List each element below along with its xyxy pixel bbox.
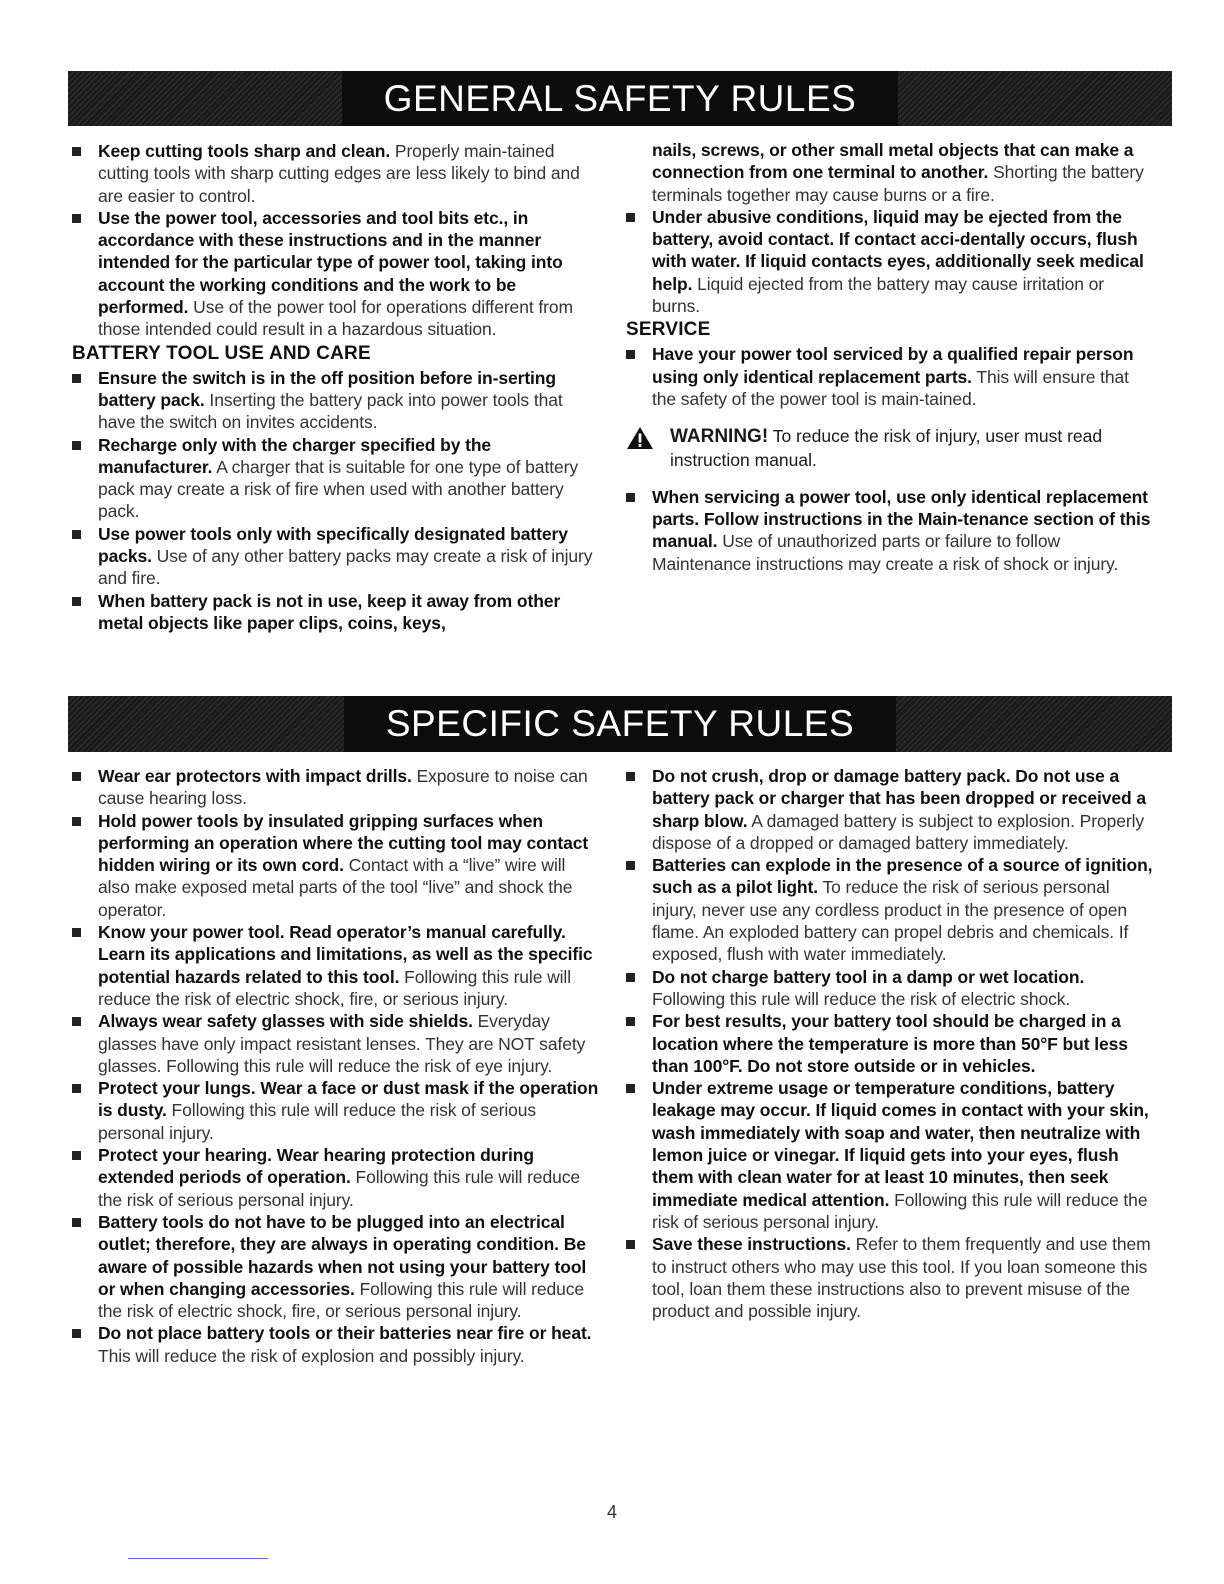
list-item: Under abusive conditions, liquid may be ejected from the battery, avoid contact. If contact acci-dentally occurs, flush with water. If liquid contacts eyes, additionally seek medical help. Liquid ejected from the battery may cause irritation or burns. bbox=[626, 206, 1156, 317]
list-item: Recharge only with the charger specified by the manufacturer. A charger that is suitable for one type of battery pack may create a risk of fire when used with another battery pack. bbox=[72, 434, 600, 523]
list-item: For best results, your battery tool should be charged in a location where the temperature is more than 50°F but less than 100°F. Do not store outside or in vehicles. bbox=[626, 1010, 1156, 1077]
list-item: Hold power tools by insulated gripping surfaces when performing an operation where the cutting tool may contact hidden wiring or its own cord. Contact with a “live” wire will also make exposed metal parts of the tool “live” and shock the operator. bbox=[72, 810, 600, 921]
list-item: Always wear safety glasses with side shields. Everyday glasses have only impact resistant lenses. They are NOT safety glasses. Following this rule will reduce the risk of eye injury. bbox=[72, 1010, 600, 1077]
general-right-column bbox=[626, 139, 1156, 575]
list-item-continued: nails, screws, or other small metal objects that can make a connection from one terminal to another. Shorting the battery terminals together may cause burns or a fire. bbox=[652, 140, 1144, 205]
list-item: Ensure the switch is in the off position before in-serting battery pack. Inserting the battery pack into power tools that have the switch on invites accidents. bbox=[72, 367, 600, 434]
page-number: 4 bbox=[606, 1502, 617, 1522]
banner-pill bbox=[344, 696, 896, 752]
list-item: Under extreme usage or temperature conditions, battery leakage may occur. If liquid comes in contact with your skin, wash immediately with soap and water, then neutralize with lemon juice or vinegar. If liquid gets into your eyes, flush them with clean water for at least 10 minutes, then seek immediate medical attention. Following this rule will reduce the risk of serious personal injury. bbox=[626, 1077, 1156, 1233]
list-item: Keep cutting tools sharp and clean. Properly main-tained cutting tools with sharp cutting edges are less likely to bind and are easier to control. bbox=[72, 140, 600, 207]
list-item: Use power tools only with specifically designated battery packs. Use of any other battery packs may create a risk of injury and fire. bbox=[72, 523, 600, 590]
list-item: Battery tools do not have to be plugged into an electrical outlet; therefore, they are always in operating condition. Be aware of possible hazards when not using your battery tool or when changing accessories. Following this rule will reduce the risk of electric shock, fire, or serious personal injury. bbox=[72, 1211, 600, 1322]
list-item: Wear ear protectors with impact drills. Exposure to noise can cause hearing loss. bbox=[72, 765, 600, 810]
list-item: Protect your lungs. Wear a face or dust mask if the operation is dusty. Following this rule will reduce the risk of serious personal injury. bbox=[72, 1077, 600, 1144]
list-item: Save these instructions. Refer to them frequently and use them to instruct others who may use this tool. If you loan someone this tool, loan them these instructions also to prevent misuse of the product and possible injury. bbox=[626, 1233, 1156, 1322]
footer-rule bbox=[128, 1558, 268, 1559]
battery-section-heading: BATTERY TOOL USE AND CARE bbox=[72, 342, 371, 364]
warning-text: WARNING! To reduce the risk of injury, user must read instruction manual. bbox=[670, 426, 1103, 470]
service-section-heading: SERVICE bbox=[626, 319, 711, 341]
list-item: When servicing a power tool, use only identical replacement parts. Follow instructions in the Main-tenance section of this manual. Use of unauthorized parts or failure to follow Maintenance instructions may create a risk of shock or injury. bbox=[626, 486, 1156, 575]
banner-title: GENERAL SAFETY RULES bbox=[383, 77, 857, 119]
banner-pill bbox=[342, 71, 899, 126]
list-item: Do not place battery tools or their batteries near fire or heat. This will reduce the risk of explosion and possibly injury. bbox=[72, 1322, 600, 1367]
list-item: Do not charge battery tool in a damp or wet location. Following this rule will reduce the risk of electric shock. bbox=[626, 966, 1156, 1011]
list-item: Batteries can explode in the presence of a source of ignition, such as a pilot light. To reduce the risk of serious personal injury, never use any cordless product in the presence of open flame. An exploded battery can propel debris and chemicals. If exposed, flush with water immediately. bbox=[626, 854, 1156, 965]
warning-triangle-icon bbox=[626, 426, 652, 471]
list-item: Know your power tool. Read operator’s manual carefully. Learn its applications and limitations, as well as the specific potential hazards related to this tool. Following this rule will reduce the risk of electric shock, fire, or serious injury. bbox=[72, 921, 600, 1010]
banner-title: SPECIFIC SAFETY RULES bbox=[385, 703, 855, 744]
list-item: Protect your hearing. Wear hearing protection during extended periods of operation. Following this rule will reduce the risk of serious personal injury. bbox=[72, 1144, 600, 1211]
specific-safety-rules-banner bbox=[68, 696, 1172, 752]
general-safety-rules-banner bbox=[68, 71, 1172, 126]
general-left-column bbox=[72, 140, 600, 634]
list-item: Use the power tool, accessories and tool bits etc., in accordance with these instructions and in the manner intended for the particular type of power tool, taking into account the working conditions and the work to be performed. Use of the power tool for operations different from those intended could result in a hazardous situation. bbox=[72, 207, 600, 341]
list-item: Have your power tool serviced by a qualified repair person using only identical replacement parts. This will ensure that the safety of the power tool is main-tained. bbox=[626, 343, 1156, 410]
specific-right-column bbox=[626, 765, 1156, 1322]
list-item: When battery pack is not in use, keep it away from other metal objects like paper clips, coins, keys, bbox=[72, 590, 600, 635]
specific-left-column bbox=[72, 765, 600, 1367]
list-item: Do not crush, drop or damage battery pack. Do not use a battery pack or charger that has been dropped or received a sharp blow. A damaged battery is subject to explosion. Properly dispose of a dropped or damaged battery immediately. bbox=[626, 765, 1156, 854]
warning-notice bbox=[626, 425, 1156, 471]
